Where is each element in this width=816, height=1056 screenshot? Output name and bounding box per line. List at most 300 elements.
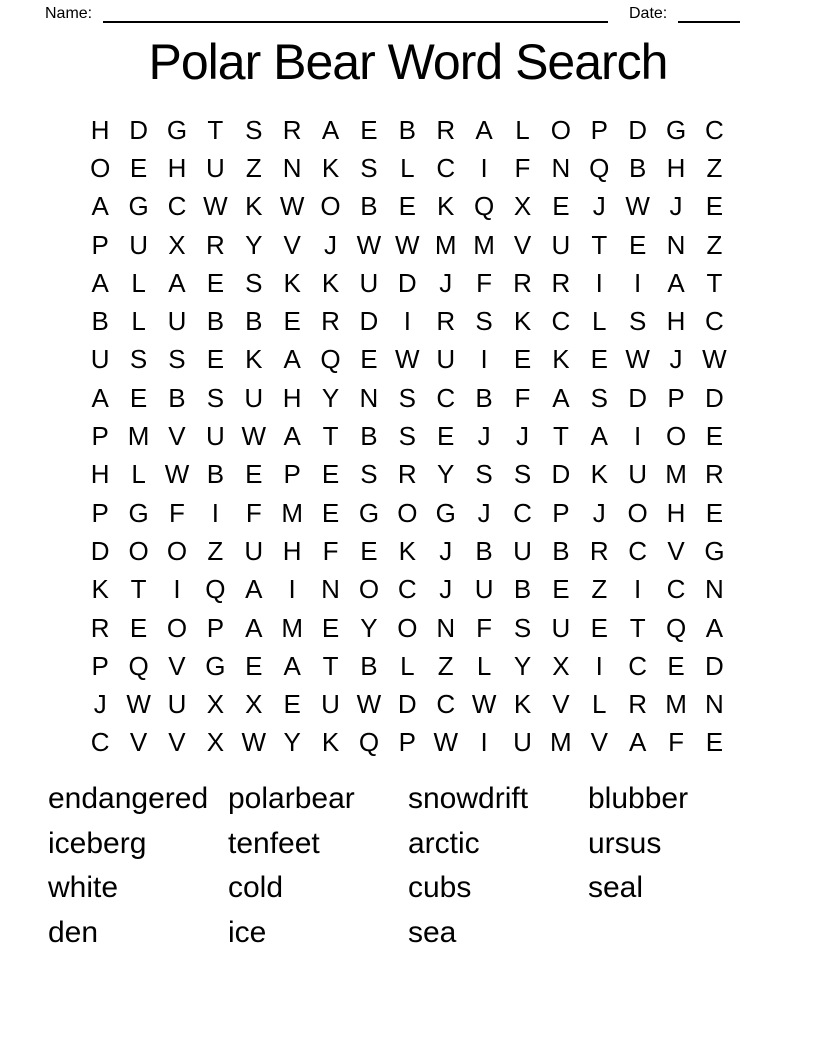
- grid-letter: F: [245, 497, 262, 528]
- grid-letter: M: [434, 229, 457, 260]
- grid-letter: J: [439, 574, 453, 605]
- grid-letter: A: [91, 191, 109, 222]
- grid-letter: S: [206, 382, 225, 413]
- grid-letter: E: [590, 344, 608, 375]
- grid-letter: B: [552, 535, 570, 566]
- word-list-item: seal: [588, 871, 644, 904]
- grid-letter: S: [475, 306, 493, 337]
- grid-letter: W: [356, 689, 382, 720]
- grid-letter: D: [551, 459, 571, 490]
- grid-letter: X: [513, 191, 532, 222]
- grid-letter: F: [514, 152, 531, 183]
- grid-letter: S: [475, 459, 493, 490]
- grid-letter: Z: [706, 229, 723, 260]
- grid-letter: H: [666, 497, 686, 528]
- grid-letter: F: [514, 382, 531, 413]
- grid-letter: K: [321, 267, 340, 298]
- grid-letter: D: [628, 382, 648, 413]
- grid-letter: I: [595, 267, 603, 298]
- grid-letter: G: [205, 650, 226, 681]
- word-list-item: polarbear: [228, 782, 355, 815]
- grid-letter: G: [665, 114, 687, 145]
- grid-letter: E: [283, 689, 301, 720]
- word-list-column: [228, 777, 408, 955]
- word-list-column: [588, 777, 768, 955]
- grid-letter: E: [705, 497, 724, 528]
- grid-letter: U: [244, 382, 264, 413]
- grid-letter: D: [705, 650, 724, 681]
- grid-letter: R: [321, 306, 340, 337]
- grid-letter: W: [241, 421, 267, 452]
- grid-letter: E: [628, 229, 647, 260]
- grid-letter: F: [668, 727, 684, 758]
- word-list: [48, 777, 768, 955]
- grid-letter: T: [322, 650, 339, 681]
- grid-letter: J: [515, 421, 529, 452]
- word-list-item: den: [48, 915, 99, 949]
- date-label: Date:: [629, 5, 668, 22]
- grid-letter: H: [666, 152, 686, 183]
- grid-letter: M: [665, 459, 687, 490]
- grid-letter: I: [634, 574, 642, 605]
- grid-letter: E: [245, 650, 263, 681]
- grid-letter: P: [91, 497, 109, 528]
- grid-letter: L: [131, 267, 146, 298]
- grid-letter: J: [324, 229, 338, 260]
- grid-letter: A: [91, 267, 109, 298]
- grid-letter: K: [552, 344, 570, 375]
- grid-letter: N: [321, 574, 340, 605]
- grid-letter: I: [634, 421, 642, 452]
- grid-letter: H: [282, 382, 302, 413]
- word-list-column: [408, 777, 588, 955]
- grid-letter: S: [245, 267, 263, 298]
- grid-letter: L: [400, 650, 415, 681]
- grid-letter: B: [206, 459, 225, 490]
- grid-letter: P: [91, 650, 109, 681]
- grid-letter: C: [666, 574, 686, 605]
- date-blank-line: [678, 21, 740, 23]
- grid-letter: D: [359, 306, 379, 337]
- grid-letter: S: [590, 382, 608, 413]
- grid-letter: J: [669, 191, 683, 222]
- grid-letter: K: [321, 152, 340, 183]
- grid-letter: P: [552, 497, 570, 528]
- grid-letter: C: [397, 574, 417, 605]
- grid-letter: Q: [205, 574, 226, 605]
- grid-letter: O: [166, 535, 188, 566]
- grid-letter: E: [360, 344, 378, 375]
- grid-letter: Z: [706, 152, 723, 183]
- grid-letter: B: [245, 306, 263, 337]
- grid-letter: U: [513, 535, 532, 566]
- grid-letter: A: [321, 114, 340, 145]
- grid-letter: V: [667, 535, 685, 566]
- grid-letter: R: [628, 689, 648, 720]
- grid-letter: X: [168, 229, 186, 260]
- grid-letter: G: [128, 191, 149, 222]
- grid-letter: L: [400, 152, 415, 183]
- grid-letter: B: [360, 650, 378, 681]
- grid-letter: A: [705, 612, 724, 643]
- grid-letter: K: [321, 727, 340, 758]
- grid-letter: J: [669, 344, 683, 375]
- grid-letter: V: [129, 727, 148, 758]
- word-list-item: tenfeet: [228, 826, 320, 860]
- grid-letter: X: [206, 727, 225, 758]
- grid-letter: U: [244, 535, 264, 566]
- grid-letter: W: [702, 344, 727, 375]
- grid-letter: Q: [665, 612, 687, 643]
- grid-letter: F: [476, 267, 493, 298]
- grid-letter: J: [93, 689, 107, 720]
- grid-letter: C: [551, 306, 571, 337]
- grid-letter: P: [206, 612, 225, 643]
- word-list-item: ursus: [588, 826, 662, 860]
- grid-letter: E: [667, 650, 685, 681]
- grid-letter: T: [552, 421, 569, 452]
- grid-letter: Y: [437, 459, 455, 490]
- grid-letter: N: [282, 152, 302, 183]
- grid-letter: M: [281, 612, 303, 643]
- grid-letter: W: [471, 689, 497, 720]
- grid-letter: A: [168, 267, 186, 298]
- grid-letter: E: [437, 421, 455, 452]
- grid-letter: N: [436, 612, 456, 643]
- grid-letter: V: [168, 727, 186, 758]
- grid-letter: T: [706, 267, 723, 298]
- grid-letter: T: [130, 574, 147, 605]
- grid-letter: X: [206, 689, 225, 720]
- grid-letter: U: [513, 727, 532, 758]
- grid-letter: S: [360, 152, 378, 183]
- grid-letter: Y: [321, 382, 340, 413]
- grid-letter: K: [283, 267, 301, 298]
- grid-letter: K: [245, 191, 263, 222]
- grid-letter: R: [397, 459, 417, 490]
- grid-letter: K: [590, 459, 608, 490]
- grid-letter: E: [129, 612, 148, 643]
- grid-letter: Q: [128, 650, 149, 681]
- grid-letter: B: [513, 574, 532, 605]
- grid-letter: S: [513, 459, 532, 490]
- grid-letter: S: [129, 344, 148, 375]
- grid-letter: S: [245, 114, 263, 145]
- grid-letter: P: [283, 459, 301, 490]
- grid-letter: V: [168, 650, 186, 681]
- grid-letter: K: [513, 306, 532, 337]
- grid-letter: K: [91, 574, 109, 605]
- grid-letter: P: [91, 229, 109, 260]
- grid-letter: H: [666, 306, 686, 337]
- word-list-item: iceberg: [48, 826, 147, 860]
- grid-letter: T: [207, 114, 224, 145]
- word-search-grid: [81, 111, 734, 762]
- grid-letter: J: [592, 191, 606, 222]
- grid-letter: O: [627, 497, 648, 528]
- grid-letter: R: [436, 306, 456, 337]
- grid-letter: B: [168, 382, 186, 413]
- grid-letter: D: [705, 382, 724, 413]
- grid-letter: F: [169, 497, 185, 528]
- grid-letter: L: [131, 306, 146, 337]
- grid-letter: D: [397, 267, 417, 298]
- grid-letter: C: [436, 152, 456, 183]
- grid-letter: R: [513, 267, 532, 298]
- grid-letter: A: [552, 382, 570, 413]
- grid-letter: Q: [589, 152, 610, 183]
- grid-letter: C: [90, 727, 110, 758]
- grid-letter: B: [206, 306, 225, 337]
- grid-letter: W: [164, 459, 190, 490]
- grid-letter: L: [476, 650, 492, 681]
- grid-letter: I: [480, 344, 488, 375]
- grid-letter: F: [476, 612, 493, 643]
- grid-letter: G: [166, 114, 188, 145]
- grid-letter: E: [705, 727, 724, 758]
- grid-letter: D: [628, 114, 648, 145]
- grid-letter: A: [667, 267, 685, 298]
- grid-letter: S: [360, 459, 378, 490]
- word-list-item: cubs: [408, 871, 472, 904]
- grid-letter: U: [359, 267, 379, 298]
- grid-letter: J: [477, 421, 491, 452]
- grid-letter: D: [129, 114, 148, 145]
- word-list-column: [48, 777, 228, 955]
- grid-letter: U: [167, 689, 187, 720]
- grid-letter: B: [91, 306, 109, 337]
- grid-letter: T: [322, 421, 339, 452]
- grid-letter: E: [360, 114, 378, 145]
- grid-letter: E: [129, 382, 148, 413]
- grid-letter: Z: [591, 574, 608, 605]
- grid-letter: W: [279, 191, 305, 222]
- grid-letter: U: [436, 344, 456, 375]
- grid-letter: L: [592, 306, 607, 337]
- grid-letter: C: [628, 535, 648, 566]
- grid-letter: R: [551, 267, 571, 298]
- grid-letter: C: [436, 689, 456, 720]
- grid-letter: U: [551, 229, 571, 260]
- grid-letter: E: [590, 612, 608, 643]
- grid-letter: R: [282, 114, 302, 145]
- grid-letter: K: [245, 344, 263, 375]
- grid-letter: H: [167, 152, 187, 183]
- grid-letter: O: [358, 574, 380, 605]
- grid-letter: C: [513, 497, 532, 528]
- grid-letter: W: [241, 727, 267, 758]
- grid-letter: D: [90, 535, 110, 566]
- grid-letter: E: [360, 535, 378, 566]
- grid-letter: M: [550, 727, 572, 758]
- grid-letter: A: [628, 727, 647, 758]
- grid-letter: G: [358, 497, 380, 528]
- grid-letter: N: [705, 689, 724, 720]
- grid-letter: Q: [320, 344, 341, 375]
- grid-letter: N: [705, 574, 724, 605]
- grid-letter: E: [245, 459, 263, 490]
- grid-letter: W: [395, 229, 420, 260]
- grid-letter: E: [705, 421, 724, 452]
- grid-letter: W: [203, 191, 228, 222]
- grid-letter: B: [398, 114, 416, 145]
- grid-letter: U: [205, 152, 225, 183]
- grid-letter: O: [550, 114, 571, 145]
- grid-letter: T: [591, 229, 608, 260]
- grid-letter: B: [475, 535, 493, 566]
- grid-letter: X: [552, 650, 570, 681]
- grid-letter: K: [513, 689, 532, 720]
- grid-letter: V: [590, 727, 608, 758]
- grid-letter: I: [595, 650, 603, 681]
- grid-letter: N: [666, 229, 686, 260]
- grid-letter: C: [628, 650, 648, 681]
- grid-letter: Z: [245, 152, 262, 183]
- grid-letter: U: [167, 306, 187, 337]
- grid-letter: G: [435, 497, 456, 528]
- grid-letter: W: [126, 689, 151, 720]
- word-list-item: blubber: [588, 782, 689, 815]
- grid-letter: M: [665, 689, 687, 720]
- grid-letter: D: [397, 689, 417, 720]
- page-title: Polar Bear Word Search: [148, 34, 668, 90]
- grid-letter: R: [205, 229, 225, 260]
- grid-letter: I: [480, 152, 488, 183]
- grid-letter: O: [320, 191, 341, 222]
- grid-letter: V: [283, 229, 301, 260]
- grid-letter: G: [128, 497, 149, 528]
- grid-letter: E: [552, 574, 570, 605]
- name-label: Name:: [45, 5, 93, 22]
- grid-letter: L: [131, 459, 146, 490]
- grid-letter: H: [90, 114, 110, 145]
- grid-letter: R: [436, 114, 456, 145]
- grid-letter: P: [91, 421, 109, 452]
- word-list-item: white: [48, 871, 119, 904]
- grid-letter: O: [397, 612, 418, 643]
- grid-letter: E: [321, 612, 340, 643]
- grid-letter: F: [322, 535, 339, 566]
- grid-letter: I: [288, 574, 296, 605]
- grid-letter: E: [283, 306, 301, 337]
- grid-letter: U: [474, 574, 494, 605]
- grid-letter: H: [90, 459, 110, 490]
- grid-letter: A: [245, 574, 263, 605]
- grid-letter: V: [168, 421, 186, 452]
- grid-letter: M: [127, 421, 150, 452]
- grid-letter: J: [477, 497, 491, 528]
- grid-letter: Z: [437, 650, 454, 681]
- word-list-item: arctic: [408, 826, 480, 860]
- grid-letter: B: [360, 191, 378, 222]
- grid-letter: V: [513, 229, 532, 260]
- grid-letter: U: [129, 229, 148, 260]
- grid-letter: C: [705, 306, 724, 337]
- grid-letter: A: [283, 344, 301, 375]
- grid-letter: I: [480, 727, 488, 758]
- grid-letter: X: [245, 689, 263, 720]
- grid-letter: I: [403, 306, 411, 337]
- grid-letter: N: [359, 382, 379, 413]
- grid-letter: S: [168, 344, 186, 375]
- grid-letter: M: [473, 229, 495, 260]
- grid-letter: B: [475, 382, 493, 413]
- grid-letter: E: [552, 191, 570, 222]
- word-list-item: ice: [228, 915, 267, 949]
- grid-letter: T: [629, 612, 646, 643]
- word-list-item: endangered: [48, 782, 209, 815]
- grid-letter: E: [513, 344, 532, 375]
- grid-letter: O: [397, 497, 418, 528]
- grid-letter: P: [667, 382, 685, 413]
- grid-letter: I: [173, 574, 181, 605]
- name-blank-line: [103, 21, 608, 23]
- grid-letter: Z: [207, 535, 224, 566]
- grid-letter: U: [628, 459, 648, 490]
- grid-letter: O: [90, 152, 111, 183]
- grid-letter: Y: [513, 650, 532, 681]
- grid-letter: Y: [283, 727, 301, 758]
- grid-letter: L: [515, 114, 530, 145]
- grid-letter: G: [704, 535, 725, 566]
- grid-letter: E: [206, 344, 225, 375]
- grid-letter: K: [398, 535, 416, 566]
- grid-letter: J: [439, 535, 453, 566]
- grid-letter: J: [439, 267, 453, 298]
- grid-letter: E: [398, 191, 416, 222]
- grid-letter: A: [245, 612, 263, 643]
- grid-letter: S: [398, 382, 416, 413]
- grid-letter: I: [211, 497, 219, 528]
- grid-letter: Q: [358, 727, 380, 758]
- grid-letter: A: [91, 382, 109, 413]
- grid-letter: P: [398, 727, 416, 758]
- grid-letter: H: [282, 535, 302, 566]
- grid-letter: C: [705, 114, 724, 145]
- grid-letter: W: [625, 344, 650, 375]
- grid-letter: B: [628, 152, 647, 183]
- grid-letter: Q: [473, 191, 495, 222]
- grid-letter: N: [551, 152, 571, 183]
- grid-letter: Y: [245, 229, 263, 260]
- grid-letter: A: [590, 421, 608, 452]
- grid-letter: U: [90, 344, 110, 375]
- grid-letter: A: [283, 421, 301, 452]
- grid-letter: E: [129, 152, 148, 183]
- grid-letter: R: [705, 459, 724, 490]
- grid-letter: A: [283, 650, 301, 681]
- grid-letter: C: [436, 382, 456, 413]
- grid-letter: A: [475, 114, 493, 145]
- grid-letter: C: [167, 191, 187, 222]
- grid-letter: E: [321, 459, 340, 490]
- grid-letter: Y: [360, 612, 378, 643]
- grid-letter: P: [590, 114, 608, 145]
- grid-letter: S: [398, 421, 416, 452]
- grid-letter: W: [433, 727, 458, 758]
- grid-letter: W: [356, 229, 382, 260]
- grid-letter: L: [592, 689, 607, 720]
- word-list-item: sea: [408, 915, 457, 949]
- grid-letter: U: [321, 689, 340, 720]
- grid-letter: W: [625, 191, 650, 222]
- grid-letter: S: [628, 306, 647, 337]
- grid-letter: E: [206, 267, 225, 298]
- grid-letter: M: [281, 497, 303, 528]
- grid-letter: O: [665, 421, 687, 452]
- grid-letter: K: [437, 191, 455, 222]
- grid-letter: V: [552, 689, 570, 720]
